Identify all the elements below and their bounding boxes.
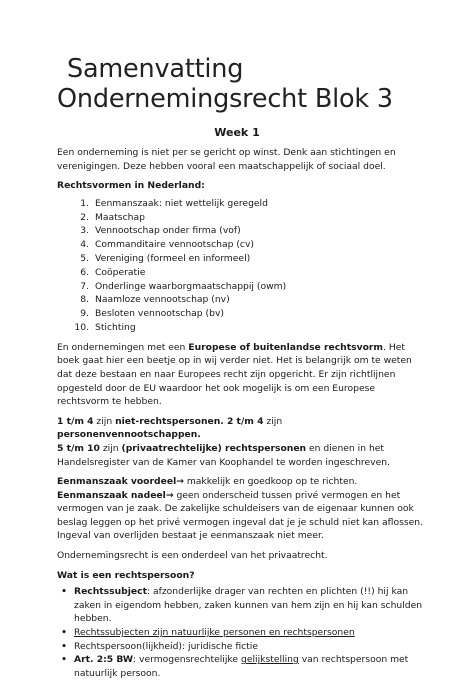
week-heading: Week 1 bbox=[214, 126, 260, 139]
bullet-text-3: Rechtspersoon(lijkheid): juridische fictie bbox=[74, 640, 258, 652]
list-item bbox=[71, 266, 427, 280]
europees-bold: Europese of buitenlandse rechtsvorm bbox=[188, 341, 383, 353]
arrow-right-icon: → bbox=[165, 489, 174, 501]
nadeel-label: Eenmanszaak nadeel bbox=[57, 489, 166, 501]
bullet-icon: • bbox=[61, 640, 67, 652]
privaatrecht-paragraph: Ondernemingsrecht is een onderdeel van het privaatrecht. bbox=[57, 550, 328, 562]
list-item bbox=[71, 252, 427, 266]
list-number: 10. bbox=[74, 321, 89, 333]
title-line-2: Ondernemingsrecht Blok 3 bbox=[57, 84, 393, 114]
rechtsvormen-heading: Rechtsvormen in Nederland: bbox=[57, 180, 205, 192]
bullet-text-1 bbox=[74, 585, 427, 626]
list-number: 2. bbox=[80, 211, 89, 223]
bullet-text-4 bbox=[74, 653, 427, 680]
list-label: Coöperatie bbox=[95, 266, 146, 278]
list-label: Eenmanszaak: niet wettelijk geregeld bbox=[95, 197, 268, 209]
rechtssubject-text: : afzonderlijke drager van rechten en plichten (!!) hij kan zaken in eigendom hebben, zaken kunnen van hem zijn en hij kan schulden hebben. bbox=[74, 586, 423, 625]
list-item bbox=[71, 307, 427, 321]
list-number: 9. bbox=[80, 308, 89, 320]
list-label: Stichting bbox=[95, 321, 136, 333]
europees-post: . Het boek gaat hier een beetje op in wij verder niet. Het is belangrijk om te weten dat deze bestaan en naar Europees recht zijn opgericht. Er zijn richtlijnen opgesteld door de EU waardoor het ook mogelijk is om een Europese rechtsvorm te hebben. bbox=[57, 341, 412, 408]
nadeel-text: geen onderscheid tussen privé vermogen en het vermogen van je zaak. De zakelijke schuldeisers van de eigenaar kunnen ook beslag leggen op het privé vermogen ingeval dat je je schuld niet kan aflossen. Ingeval van overlijden bestaat je eenmanszaak niet meer. bbox=[57, 489, 424, 542]
list-label: Maatschap bbox=[95, 211, 145, 223]
personen-b2: zijn bbox=[99, 442, 122, 454]
document-title bbox=[57, 54, 457, 114]
bullet-text-2: Rechtssubjecten zijn natuurlijke personen en rechtspersonen bbox=[74, 627, 355, 639]
rechtspersoon-list bbox=[57, 585, 427, 680]
eenmanszaak-paragraph bbox=[57, 475, 427, 543]
arrow-right-icon: → bbox=[176, 476, 184, 488]
personen-a3: niet-rechtspersonen. 2 t/m 4 bbox=[115, 415, 264, 427]
rechtssubject-term: Rechtssubject bbox=[74, 586, 147, 598]
personen-b3: (privaatrechtelijke) rechtspersonen bbox=[121, 442, 307, 454]
list-number: 7. bbox=[80, 280, 89, 292]
list-label: Onderlinge waarborgmaatschappij (owm) bbox=[95, 280, 287, 292]
list-item bbox=[57, 626, 427, 640]
rechtsvormen-list bbox=[57, 197, 427, 335]
list-label: Naamloze vennootschap (nv) bbox=[95, 294, 230, 306]
list-number: 3. bbox=[80, 225, 89, 237]
bullet-icon: • bbox=[61, 586, 67, 598]
list-item bbox=[71, 293, 427, 307]
personen-a5: personenvennootschappen. bbox=[57, 429, 201, 441]
list-label: Besloten vennootschap (bv) bbox=[95, 308, 224, 320]
list-item bbox=[57, 585, 427, 626]
art-underlined: gelijkstelling bbox=[240, 654, 299, 666]
list-label: Vereniging (formeel en informeel) bbox=[95, 252, 251, 264]
list-label: Vennootschap onder firma (vof) bbox=[95, 225, 241, 237]
list-item bbox=[71, 211, 427, 225]
document-body bbox=[57, 146, 427, 680]
list-number: 8. bbox=[80, 294, 89, 306]
list-number: 5. bbox=[80, 252, 89, 264]
voordeel-label: Eenmanszaak voordeel bbox=[57, 476, 177, 488]
intro-paragraph: Een onderneming is niet per se gericht op winst. Denk aan stichtingen en verenigingen. Deze hebben vooral een maatschappelijk of sociaal doel. bbox=[57, 147, 396, 172]
art-term: Art. 2:5 BW bbox=[74, 654, 134, 666]
art-post: van rechtspersoon met natuurlijk persoon. bbox=[74, 654, 409, 679]
list-number: 1. bbox=[80, 197, 89, 209]
personen-a2: zijn bbox=[93, 415, 116, 427]
rechtspersoon-heading: Wat is een rechtspersoon? bbox=[57, 569, 195, 581]
list-number: 6. bbox=[80, 266, 89, 278]
list-item bbox=[71, 238, 427, 252]
list-item bbox=[57, 653, 427, 680]
title-line-1: Samenvatting bbox=[67, 54, 244, 84]
voordeel-text: makkelijk en goedkoop op te richten. bbox=[183, 476, 358, 488]
personen-a1: 1 t/m 4 bbox=[57, 415, 94, 427]
list-label: Commanditaire vennootschap (cv) bbox=[95, 239, 254, 251]
list-item bbox=[71, 224, 427, 238]
list-number: 4. bbox=[80, 239, 89, 251]
personen-b4: en dienen in het Handelsregister van de Kamer van Koophandel te worden ingeschreven. bbox=[57, 442, 390, 468]
list-item bbox=[71, 321, 427, 335]
list-item bbox=[57, 640, 427, 654]
list-item bbox=[71, 197, 427, 211]
list-item bbox=[71, 280, 427, 294]
bullet-icon: • bbox=[61, 654, 67, 666]
art-pre: : vermogensrechtelijke bbox=[133, 654, 241, 666]
bullet-icon: • bbox=[61, 627, 67, 639]
europees-paragraph bbox=[57, 341, 427, 409]
personen-paragraph bbox=[57, 415, 427, 469]
personen-a4: zijn bbox=[263, 415, 283, 427]
europees-pre: En ondernemingen met een bbox=[57, 341, 189, 353]
personen-b1: 5 t/m 10 bbox=[57, 442, 100, 454]
